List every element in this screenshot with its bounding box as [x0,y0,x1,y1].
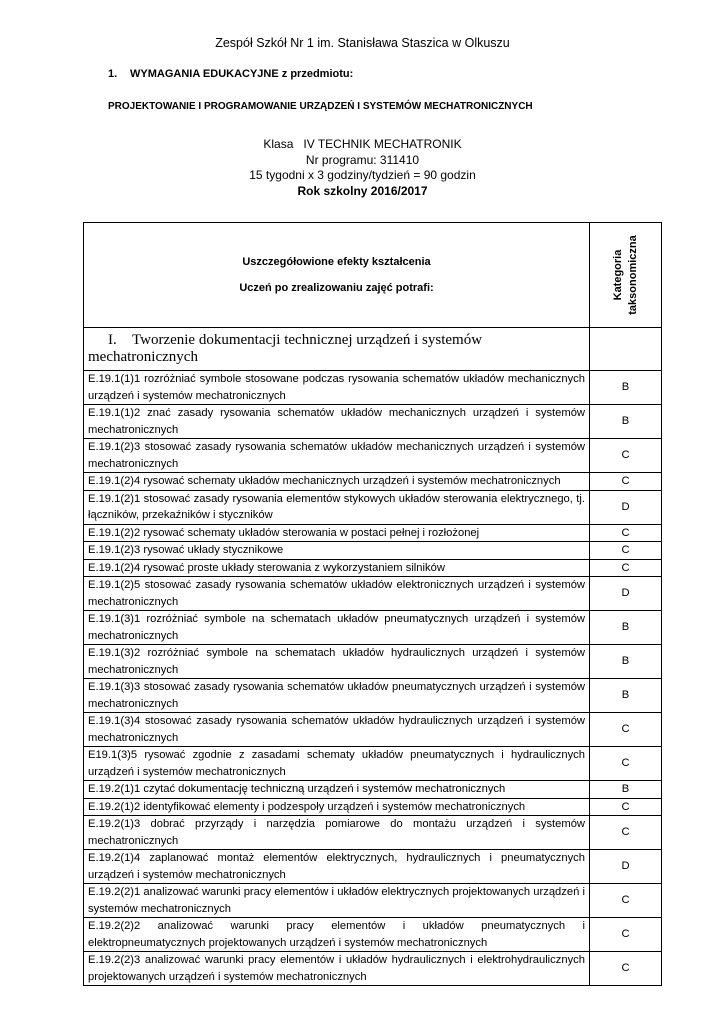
table-row [84,747,662,781]
table-row [84,542,662,560]
section-roman: I. [108,331,117,348]
category-header [590,223,662,328]
table-row [84,952,662,986]
section-row [84,328,662,371]
taxonomic-category: C [590,952,662,986]
effect-description: E.19.2(1)1 czytać dokumentację techniczną urządzeń i systemów mechatronicznych [84,781,590,799]
program-number: Nr programu: 311410 [305,152,420,167]
section-category-cell [590,328,662,371]
effect-description: E.19.2(2)1 analizować warunki pracy elementów i układów elektrycznych projektowanych urządzeń i systemów mechatronicznych [84,884,590,918]
table-row [84,559,662,577]
table-body [84,371,662,986]
table-row [84,371,662,405]
taxonomic-category: C [590,542,662,560]
table-row [84,850,662,884]
table-row [84,524,662,542]
effect-description: E.19.1(2)4 rysować proste układy sterowania z wykorzystaniem silników [84,559,590,577]
taxonomic-category: C [590,798,662,816]
school-year: Rok szkolny 2016/2017 [297,183,428,198]
taxonomic-category: D [590,577,662,611]
effect-description: E.19.2(1)4 zaplanować montaż elementów elektrycznych, hydraulicznych i pneumatycznych urządzeń i systemów mechatronicznych [84,850,590,884]
section-heading [108,68,353,80]
effects-header [84,223,590,328]
effects-header-line2: Uczeń po zrealizowaniu zajęć potrafi: [239,282,434,294]
table-row [84,679,662,713]
taxonomic-category: C [590,713,662,747]
table-row [84,490,662,524]
taxonomic-category: C [590,816,662,850]
table-row [84,816,662,850]
taxonomic-category: B [590,405,662,439]
effect-description: E.19.1(2)5 stosować zasady rysowania schematów układów elektronicznych urządzeń i systemów mechatronicznych [84,577,590,611]
effect-description: E.19.1(3)2 rozróżniać symbole na schematach układów hydraulicznych urządzeń i systemów mechatronicznych [84,645,590,679]
table-row [84,611,662,645]
section-number: 1. [108,68,118,80]
effect-description: E.19.2(2)2 analizować warunki pracy elementów i układów pneumatycznych i elektropneumatycznych projektowanych urządzeń i systemów mechatronicznych [84,918,590,952]
table-row [84,918,662,952]
class-info [0,137,725,199]
requirements-table [83,222,662,986]
taxonomic-category: B [590,371,662,405]
taxonomic-category: C [590,747,662,781]
taxonomic-category: D [590,850,662,884]
taxonomic-category: C [590,439,662,473]
section-title-cell [84,328,590,371]
subject-title: PROJEKTOWANIE I PROGRAMOWANIE URZĄDZEŃ I SYSTEMÓW MECHATRONICZNYCH [108,101,533,112]
school-name: Zespół Szkół Nr 1 im. Stanisława Staszica w Olkuszu [215,36,510,50]
table-row [84,439,662,473]
effect-description: E.19.1(2)4 rysować schematy układów mechanicznych urządzeń i systemów mechatronicznych [84,473,590,491]
table-row [84,781,662,799]
table-row [84,713,662,747]
taxonomic-category: B [590,611,662,645]
taxonomic-category: C [590,884,662,918]
class-name: Klasa IV TECHNIK MECHATRONIK [263,137,462,151]
taxonomic-category: C [590,559,662,577]
table-row [84,405,662,439]
table-row [84,884,662,918]
effect-description: E.19.1(3)1 rozróżniać symbole na schematach układów pneumatycznych urządzeń i systemów mechatronicznych [84,611,590,645]
table-row [84,473,662,491]
taxonomic-category: B [590,645,662,679]
taxonomic-category: C [590,918,662,952]
effect-description: E.19.1(1)1 rozróżniać symbole stosowane podczas rysowania schematów układów mechanicznych urządzeń i systemów mechatronicznych [84,371,590,405]
effect-description: E.19.2(1)2 identyfikować elementy i podzespoły urządzeń i systemów mechatronicznych [84,798,590,816]
effect-description: E.19.2(2)3 analizować warunki pracy elementów i układów hydraulicznych i elektrohydraulicznych projektowanych urządzeń i systemów mechatronicznych [84,952,590,986]
taxonomic-category: D [590,490,662,524]
taxonomic-category: B [590,679,662,713]
table-row [84,577,662,611]
section-title: WYMAGANIA EDUKACYJNE z przedmiotu: [130,68,354,80]
category-header-line1: Kategoria [611,249,624,301]
effect-description: E19.1(3)5 rysować zgodnie z zasadami schematy układów pneumatycznych i hydraulicznych urządzeń i systemów mechatronicznych [84,747,590,781]
effects-header-line1: Uszczegółowione efekty kształcenia [242,256,431,268]
taxonomic-category: B [590,781,662,799]
effect-description: E.19.1(2)3 rysować układy stycznikowe [84,542,590,560]
table-header-row [84,223,662,328]
effect-description: E.19.1(3)3 stosować zasady rysowania schematów układów pneumatycznych urządzeń i systemów mechatronicznych [84,679,590,713]
section-name: Tworzenie dokumentacji technicznej urządzeń i systemów mechatronicznych [88,331,483,365]
effect-description: E.19.1(3)4 stosować zasady rysowania schematów układów hydraulicznych urządzeń i systemów mechatronicznych [84,713,590,747]
table-row [84,798,662,816]
effect-description: E.19.2(1)3 dobrać przyrządy i narzędzia pomiarowe do montażu urządzeń i systemów mechatronicznych [84,816,590,850]
taxonomic-category: C [590,473,662,491]
effect-description: E.19.1(2)3 stosować zasady rysowania schematów układów mechanicznych urządzeń i systemów mechatronicznych [84,439,590,473]
category-header-line2: taksonomiczna [626,235,639,315]
table-row [84,645,662,679]
effect-description: E.19.1(2)1 stosować zasady rysowania elementów stykowych układów sterowania elektrycznego, tj. łączników, przekaźników i styczników [84,490,590,524]
effect-description: E.19.1(2)2 rysować schematy układów sterowania w postaci pełnej i rozłożonej [84,524,590,542]
hours-info: 15 tygodni x 3 godziny/tydzień = 90 godzin [249,168,476,182]
effect-description: E.19.1(1)2 znać zasady rysowania schematów układów mechanicznych urządzeń i systemów mechatronicznych [84,405,590,439]
taxonomic-category: C [590,524,662,542]
